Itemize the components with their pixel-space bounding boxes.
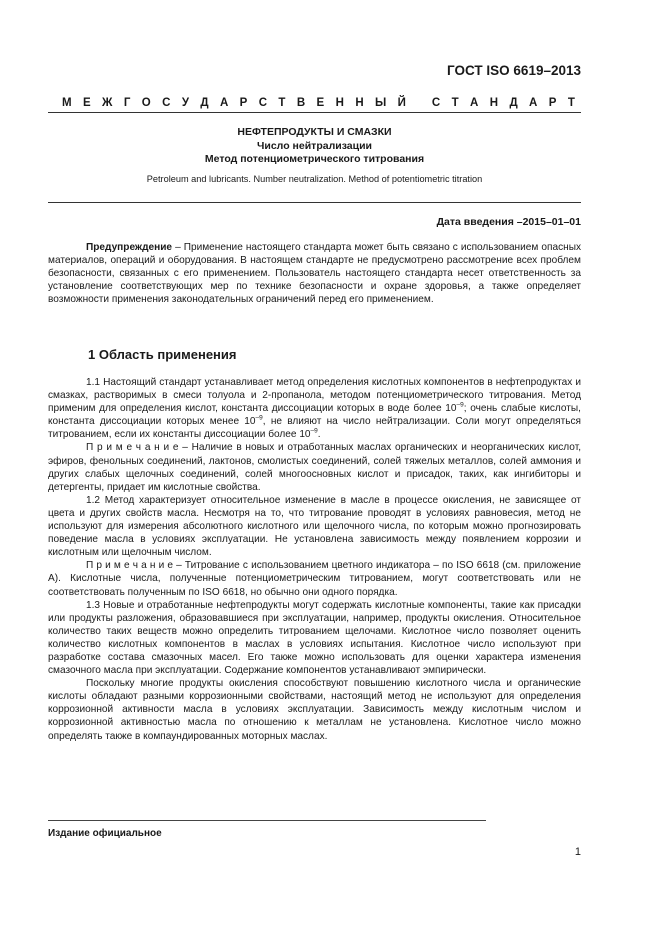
interstate-letter: Н <box>355 97 364 109</box>
interstate-letter: Н <box>489 97 499 109</box>
header-rule-top <box>48 112 581 113</box>
section-heading-scope: 1 Область применения <box>88 347 237 362</box>
note-1-label: П р и м е ч а н и е <box>86 442 179 454</box>
interstate-letter: О <box>141 97 151 109</box>
interstate-letter: С <box>162 97 171 109</box>
interstate-letter: С <box>258 97 268 109</box>
interstate-letter: В <box>296 97 306 109</box>
interstate-letter: Т <box>567 97 575 109</box>
p1-part-a: 1.1 Настоящий стандарт устанавливает метод определения кислотных компонентов в нефтепродуктах и смазках, растворимых в смеси толуола и 2-пропанола, методом потенциометрического титрования. Метод применим для определения кислот, константа диссоциации которых в воде более 10 <box>48 377 581 415</box>
interstate-letter: М <box>62 97 72 109</box>
footer-rule <box>48 820 486 821</box>
paragraph-1-2: 1.2 Метод характеризует относительное изменение в масле в процессе окисления, не зависящее от цвета и других свойств масла. Несмотря на то, что титрование проводят в условиях равновесия, метод не используют для измерения абсолютного кислотного или щелочного числа, по которым можно прогнозировать поведение масла в условиях эксплуатации. Не установлена зависимость между появлением коррозии и кислотным или щелочным числом. <box>48 494 581 559</box>
interstate-standard-heading <box>62 97 575 109</box>
section1-body <box>48 376 581 743</box>
note-1-text: – Наличие в новых и отработанных маслах органических и неорганических кислот, эфиров, фенольных соединений, лактонов, смолистых соединений, солей тяжелых металлов, солей аммония и других слабых щелочных соединений, солей многоосновных кислот и присадок, таких, как ингибиторы и детергенты, придает им кислотные свойства. <box>48 442 582 493</box>
p1-part-c: , не влияют на число нейтрализации. Соли могут определяться титрованием, если их константы диссоциации более 10 <box>48 416 581 441</box>
title-sub: Число нейтрализации <box>257 140 372 152</box>
interstate-letter: С <box>431 97 441 109</box>
warning-text: – Применение настоящего стандарта может быть связано с использованием опасных материалов, операций и оборудования. В настоящем стандарте не предусмотрено рассмотрение всех проблем безопасности, связанных с его применением. Пользователь настоящего стандарта несет ответственность за установление соответствующих мер по технике безопасности и охране здоровья, а также определяет возможности применения законодательных ограничений перед его применением. <box>48 242 581 306</box>
title-english: Petroleum and lubricants. Number neutralization. Method of potentiometric titration <box>146 174 483 184</box>
warning-label: Предупреждение <box>86 242 173 253</box>
p1-sup-2: –9 <box>255 414 263 422</box>
header-rule-bottom <box>48 202 581 203</box>
paragraph-1-3-continued: Поскольку многие продукты окисления способствуют повышению кислотного числа и органические кислоты обладают разными коррозионными свойствами, настоящий метод не используют для определения коррозионной активности масла в условиях эксплуатации. Зависимость между кислотным числом и коррозионной активностью масла по отношению к металлам не установлена. Кислотное число можно определять также в компаундированных моторных маслах. <box>48 678 581 742</box>
paragraph-1-3: 1.3 Новые и отработанные нефтепродукты могут содержать кислотные компоненты, такие как присадки или продукты разложения, образовавшиеся при эксплуатации, например, продукты окисления. Относительное количество таких веществ можно определить титрованием щелочами. Кислотное число позволяет оценить количество кислотных компонентов в маслах в условиях испытания. Кислотное число используют при разработке состава смазочных масел. Его также можно использовать для оценки характера изменения смазочного масла при эксплуатации. Содержание компонентов устанавливают эмпирически. <box>48 599 581 677</box>
paragraph-1-1 <box>48 376 581 441</box>
interstate-letter: Н <box>335 97 344 109</box>
interstate-letter <box>417 97 420 109</box>
title-main: НЕФТЕПРОДУКТЫ И СМАЗКИ <box>237 126 392 138</box>
note-2-label: П р и м е ч а н и е <box>86 560 173 572</box>
interstate-letter: Д <box>200 97 209 109</box>
p1-sup-3: –9 <box>310 428 318 436</box>
interstate-letter: А <box>529 97 538 109</box>
official-edition: Издание официальное <box>48 828 162 839</box>
page-number: 1 <box>574 846 581 858</box>
interstate-letter: У <box>181 97 189 109</box>
interstate-letter: Д <box>509 97 518 109</box>
interstate-letter: Т <box>278 97 286 109</box>
interstate-letter: Е <box>82 97 91 109</box>
standard-number: ГОСТ ISO 6619–2013 <box>447 63 581 78</box>
interstate-letter: А <box>470 97 479 109</box>
note-2-text: – Титрование с использованием цветного индикатора – по ISO 6618 (см. приложение А). Кислотные числа, полученные потенциометрическим титрованием, могут соответствовать или не соответствовать полученным по ISO 6618, но обычно они одного порядка. <box>48 560 581 598</box>
title-method: Метод потенциометрического титрования <box>204 153 425 165</box>
interstate-letter: Ы <box>375 97 387 109</box>
p1-part-b: ; очень слабые кислоты, константа диссоциации которых менее 10 <box>48 403 581 428</box>
interstate-letter: Р <box>239 97 248 109</box>
note-1 <box>48 441 581 493</box>
date-of-introduction: Дата введения –2015–01–01 <box>436 216 581 228</box>
interstate-letter: Т <box>451 97 459 109</box>
interstate-letter: Е <box>316 97 325 109</box>
p1-sup-1: –9 <box>456 401 464 409</box>
interstate-letter: Р <box>548 97 557 109</box>
interstate-letter: Ж <box>102 97 113 109</box>
note-2 <box>48 559 581 598</box>
interstate-letter: А <box>219 97 229 109</box>
warning-paragraph <box>48 241 581 306</box>
p1-part-d: . <box>317 429 321 441</box>
interstate-letter: Г <box>123 97 131 109</box>
interstate-letter: Й <box>397 97 406 109</box>
